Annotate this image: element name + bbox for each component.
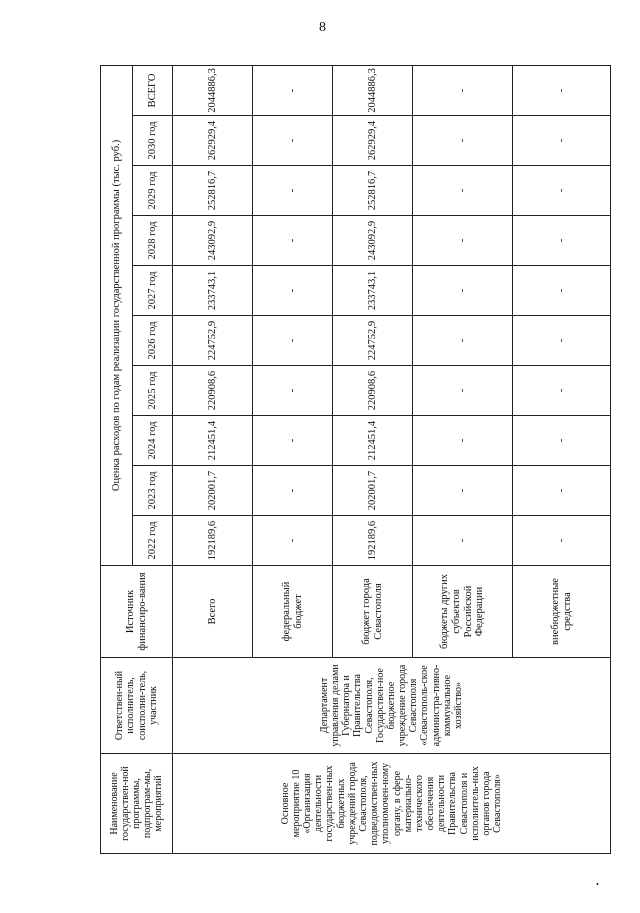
expense-table-wrapper: [100, 66, 612, 854]
total-cell: 2044886,3: [333, 65, 413, 115]
value-cell: -: [513, 266, 611, 316]
year-header: 2023 год: [133, 466, 173, 516]
value-cell: -: [413, 416, 513, 466]
value-cell: 212451,4: [173, 416, 253, 466]
header-estimate: Оценка расходов по годам реализации государственной программы (тыс. руб.): [101, 65, 133, 565]
year-header: 2030 год: [133, 116, 173, 166]
value-cell: -: [413, 316, 513, 366]
value-cell: 233743,1: [333, 266, 413, 316]
responsible-cell: Департамент управления делами Губернатора и Правительства Севастополя, Государствен-ное бюджетное учреждение города Севастополя «Севастополь-ское администра-тивно-коммунальное хозяйство»: [173, 658, 611, 754]
source-cell: внебюджетные средства: [513, 566, 611, 658]
header-source: Источник финансиро-вания: [101, 566, 173, 658]
value-cell: -: [513, 116, 611, 166]
value-cell: -: [513, 166, 611, 216]
value-cell: 252816,7: [173, 166, 253, 216]
value-cell: 212451,4: [333, 416, 413, 466]
page-number: 8: [319, 20, 326, 35]
value-cell: -: [413, 166, 513, 216]
expense-table: [100, 65, 611, 854]
value-cell: -: [413, 216, 513, 266]
value-cell: 202001,7: [173, 466, 253, 516]
value-cell: -: [513, 466, 611, 516]
value-cell: 233743,1: [173, 266, 253, 316]
table-row: [173, 65, 253, 853]
value-cell: -: [413, 116, 513, 166]
value-cell: 262929,4: [173, 116, 253, 166]
value-cell: 220908,6: [333, 366, 413, 416]
year-header: 2027 год: [133, 266, 173, 316]
value-cell: 202001,7: [333, 466, 413, 516]
value-cell: -: [413, 466, 513, 516]
value-cell: -: [253, 116, 333, 166]
year-header: 2029 год: [133, 166, 173, 216]
value-cell: -: [513, 366, 611, 416]
value-cell: -: [413, 366, 513, 416]
value-cell: -: [513, 216, 611, 266]
value-cell: -: [513, 316, 611, 366]
value-cell: -: [253, 416, 333, 466]
total-cell: -: [413, 65, 513, 115]
measure-name-cell: Основное мероприятие 10 «Организация деятельности государствен-ных бюджетных учреждений города Севастополя, подведомствен-ных уполномочен-ному органу, в сфере материально-технического обеспечения деятельности Правительства Севастополя и исполнитель-ных органов города Севастополя»: [173, 754, 611, 854]
value-cell: 220908,6: [173, 366, 253, 416]
value-cell: -: [253, 166, 333, 216]
value-cell: 252816,7: [333, 166, 413, 216]
year-header: 2025 год: [133, 366, 173, 416]
value-cell: -: [253, 316, 333, 366]
value-cell: -: [253, 366, 333, 416]
scan-dot: •: [596, 880, 599, 889]
value-cell: -: [253, 516, 333, 566]
total-cell: -: [513, 65, 611, 115]
total-header: ВСЕГО: [133, 65, 173, 115]
value-cell: -: [253, 216, 333, 266]
header-name: Наименование государствен-ной программы, подпрограм-мы, мероприятий: [101, 754, 173, 854]
value-cell: -: [413, 516, 513, 566]
total-cell: -: [253, 65, 333, 115]
year-header: 2024 год: [133, 416, 173, 466]
rotated-table-area: [100, 66, 612, 854]
value-cell: -: [413, 266, 513, 316]
source-cell: бюджеты других субъектов Российской Федерации: [413, 566, 513, 658]
source-cell: Всего: [173, 566, 253, 658]
value-cell: -: [513, 416, 611, 466]
value-cell: 243092,9: [333, 216, 413, 266]
value-cell: 262929,4: [333, 116, 413, 166]
value-cell: 192189,6: [333, 516, 413, 566]
total-cell: 2044886,3: [173, 65, 253, 115]
value-cell: 192189,6: [173, 516, 253, 566]
value-cell: 243092,9: [173, 216, 253, 266]
source-cell: федеральный бюджет: [253, 566, 333, 658]
value-cell: -: [253, 466, 333, 516]
year-header: 2028 год: [133, 216, 173, 266]
source-cell: бюджет города Севастополя: [333, 566, 413, 658]
header-responsible: Ответствен-ный исполнитель, соисполни-тель, участник: [101, 658, 173, 754]
year-header: 2022 год: [133, 516, 173, 566]
value-cell: -: [513, 516, 611, 566]
value-cell: 224752,9: [333, 316, 413, 366]
value-cell: 224752,9: [173, 316, 253, 366]
value-cell: -: [253, 266, 333, 316]
year-header: 2026 год: [133, 316, 173, 366]
